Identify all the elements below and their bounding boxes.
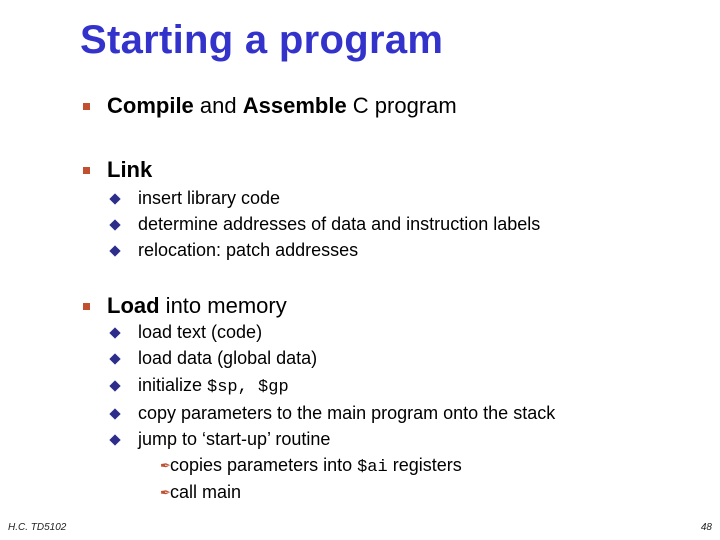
square-bullet-icon [83,303,90,310]
page-number: 48 [700,522,712,533]
pen-bullet-icon: ✒ [160,485,171,500]
diamond-bullet-icon [109,408,120,419]
diamond-bullet-icon [109,434,120,445]
square-bullet-icon [83,167,90,174]
load-rest: into memory [159,293,287,318]
compile-conj: and [193,93,243,118]
diamond-bullet-icon [109,353,120,364]
diamond-bullet-icon [109,245,120,256]
pen-bullet-icon: ✒ [160,458,171,473]
slide-title: Starting a program [80,18,444,62]
bullet-load [0,290,720,322]
link-keyword: Link [107,157,153,182]
footer-course: H.C. TD5102 [8,522,67,533]
compile-rest: C program [346,93,457,118]
diamond-bullet-icon [109,327,120,338]
square-bullet-icon [83,103,90,110]
diamond-bullet-icon [109,219,120,230]
assemble-keyword: Assemble [242,93,347,118]
diamond-bullet-icon [109,193,120,204]
compile-keyword: Compile [107,93,194,118]
register-code: $ai [357,458,388,477]
register-code: $sp, $gp [207,378,289,397]
diamond-bullet-icon [109,380,120,391]
bullet-compile [0,90,720,122]
bullet-link [0,154,720,186]
load-keyword: Load [107,293,160,318]
